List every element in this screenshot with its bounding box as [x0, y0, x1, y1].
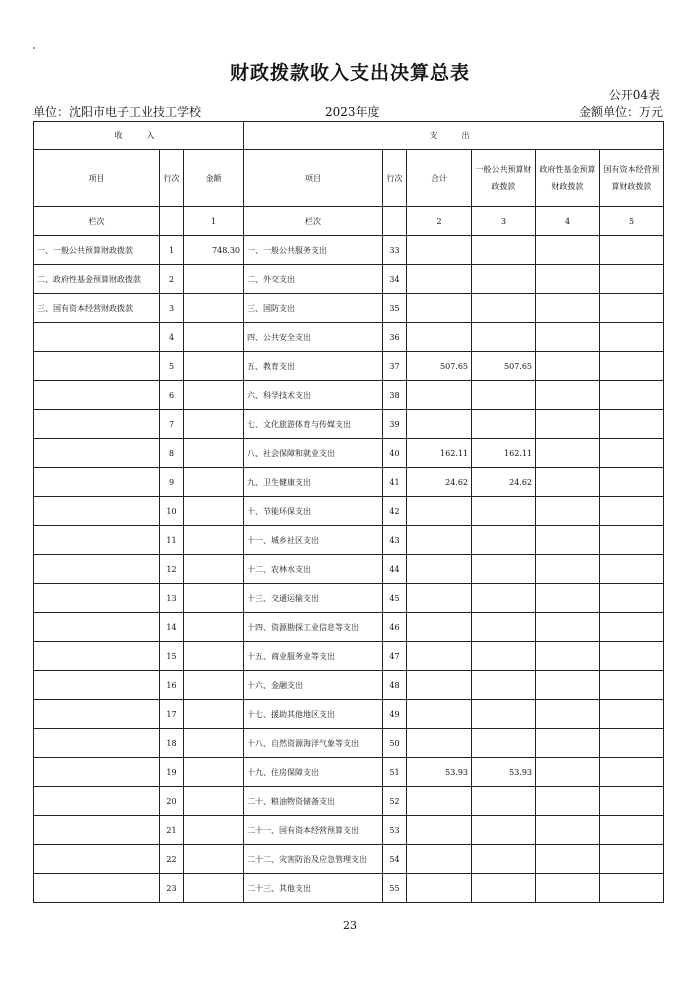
general-budget-cell: [472, 323, 536, 352]
income-line-cell: 1: [160, 236, 184, 265]
income-amount-cell: 748.30: [184, 236, 244, 265]
expense-item-cell: 一、一般公共服务支出: [244, 236, 383, 265]
total-cell: [407, 642, 472, 671]
form-code: 公开04表: [608, 88, 660, 102]
page-number: 23: [343, 919, 357, 932]
income-item-cell: [34, 700, 160, 729]
income-col-label: 栏次: [34, 207, 160, 236]
state-capital-cell: [600, 468, 664, 497]
fund-budget-cell: [536, 584, 600, 613]
expense-item-cell: 十一、城乡社区支出: [244, 526, 383, 555]
general-budget-cell: 53.93: [472, 758, 536, 787]
table-row: [34, 381, 664, 410]
budget-table: [33, 121, 664, 903]
total-cell: [407, 323, 472, 352]
income-amount-cell: [184, 381, 244, 410]
income-col-1: 1: [184, 207, 244, 236]
general-budget-cell: [472, 845, 536, 874]
income-line-cell: 3: [160, 294, 184, 323]
fund-budget-cell: [536, 265, 600, 294]
fund-budget-cell: [536, 555, 600, 584]
expense-item-cell: 六、科学技术支出: [244, 381, 383, 410]
table-row: [34, 468, 664, 497]
table-row: [34, 671, 664, 700]
general-budget-cell: [472, 613, 536, 642]
fund-budget-cell: [536, 439, 600, 468]
table-row: [34, 700, 664, 729]
income-item-cell: [34, 381, 160, 410]
expense-item-cell: 四、公共安全支出: [244, 323, 383, 352]
fund-budget-cell: [536, 613, 600, 642]
expense-item-cell: 十八、自然资源海洋气象等支出: [244, 729, 383, 758]
general-budget-cell: [472, 874, 536, 903]
header-row-1: [34, 122, 664, 150]
expense-line-cell: 52: [383, 787, 407, 816]
general-budget-header: 一般公共预算财政拨款: [472, 150, 536, 207]
fund-budget-cell: [536, 874, 600, 903]
income-line-header: 行次: [160, 150, 184, 207]
expense-item-cell: 十三、交通运输支出: [244, 584, 383, 613]
table-row: [34, 642, 664, 671]
income-item-cell: [34, 497, 160, 526]
income-line-cell: 13: [160, 584, 184, 613]
income-amount-cell: [184, 787, 244, 816]
fund-budget-cell: [536, 294, 600, 323]
total-cell: [407, 816, 472, 845]
total-cell: [407, 874, 472, 903]
expense-item-cell: 八、社会保障和就业支出: [244, 439, 383, 468]
fund-budget-cell: [536, 497, 600, 526]
expense-line-cell: 43: [383, 526, 407, 555]
state-capital-header: 国有资本经营预算财政拨款: [600, 150, 664, 207]
expense-item-cell: 二十、粮油物资储备支出: [244, 787, 383, 816]
income-item-cell: 一、一般公共预算财政拨款: [34, 236, 160, 265]
income-line-cell: 12: [160, 555, 184, 584]
income-item-cell: [34, 642, 160, 671]
table-row: [34, 323, 664, 352]
general-budget-cell: [472, 236, 536, 265]
state-capital-cell: [600, 729, 664, 758]
income-line-cell: 19: [160, 758, 184, 787]
expense-line-cell: 41: [383, 468, 407, 497]
total-cell: [407, 729, 472, 758]
state-capital-cell: [600, 294, 664, 323]
expense-item-cell: 九、卫生健康支出: [244, 468, 383, 497]
income-item-cell: [34, 816, 160, 845]
general-budget-cell: [472, 642, 536, 671]
page-title: 财政拨款收入支出决算总表: [229, 62, 470, 84]
fund-budget-cell: [536, 787, 600, 816]
table-row: [34, 613, 664, 642]
income-amount-cell: [184, 294, 244, 323]
state-capital-cell: [600, 816, 664, 845]
income-amount-cell: [184, 700, 244, 729]
general-budget-cell: [472, 555, 536, 584]
income-line-cell: 17: [160, 700, 184, 729]
state-capital-cell: [600, 497, 664, 526]
state-capital-cell: [600, 787, 664, 816]
income-header: 收 入: [34, 122, 244, 150]
income-item-cell: [34, 758, 160, 787]
general-budget-cell: [472, 265, 536, 294]
year-label: 2023年度: [325, 105, 380, 119]
expense-item-header: 项目: [244, 150, 383, 207]
general-budget-cell: 507.65: [472, 352, 536, 381]
income-item-cell: [34, 352, 160, 381]
fund-budget-cell: [536, 410, 600, 439]
expense-line-cell: 45: [383, 584, 407, 613]
total-cell: [407, 410, 472, 439]
expense-col-label: 栏次: [244, 207, 383, 236]
income-line-cell: 2: [160, 265, 184, 294]
expense-line-cell: 35: [383, 294, 407, 323]
income-item-cell: [34, 439, 160, 468]
expense-item-cell: 二十二、灾害防治及应急管理支出: [244, 845, 383, 874]
general-budget-cell: [472, 497, 536, 526]
total-cell: [407, 787, 472, 816]
table-row: [34, 874, 664, 903]
income-item-cell: [34, 555, 160, 584]
expense-item-cell: 三、国防支出: [244, 294, 383, 323]
expense-line-cell: 54: [383, 845, 407, 874]
general-budget-cell: [472, 410, 536, 439]
income-item-cell: [34, 671, 160, 700]
expense-line-cell: 48: [383, 671, 407, 700]
income-line-cell: 8: [160, 439, 184, 468]
state-capital-cell: [600, 439, 664, 468]
fund-budget-cell: [536, 700, 600, 729]
total-cell: [407, 497, 472, 526]
expense-item-cell: 五、教育支出: [244, 352, 383, 381]
fund-budget-cell: [536, 323, 600, 352]
general-budget-cell: [472, 787, 536, 816]
income-amount-cell: [184, 584, 244, 613]
income-line-cell: 16: [160, 671, 184, 700]
table-row: [34, 294, 664, 323]
income-line-cell: 21: [160, 816, 184, 845]
income-item-cell: [34, 874, 160, 903]
state-capital-cell: [600, 845, 664, 874]
total-header: 合计: [407, 150, 472, 207]
state-capital-cell: [600, 555, 664, 584]
income-amount-cell: [184, 613, 244, 642]
income-line-cell: 22: [160, 845, 184, 874]
income-amount-cell: [184, 758, 244, 787]
expense-header: 支 出: [244, 122, 664, 150]
expense-item-cell: 十、节能环保支出: [244, 497, 383, 526]
expense-line-cell: 40: [383, 439, 407, 468]
general-budget-cell: [472, 816, 536, 845]
table-row: [34, 787, 664, 816]
total-cell: 507.65: [407, 352, 472, 381]
expense-item-cell: 十二、农林水支出: [244, 555, 383, 584]
expense-col-5: 5: [600, 207, 664, 236]
expense-col-3: 3: [472, 207, 536, 236]
state-capital-cell: [600, 352, 664, 381]
income-line-cell: 11: [160, 526, 184, 555]
table-row: [34, 352, 664, 381]
income-amount-cell: [184, 642, 244, 671]
fund-budget-cell: [536, 236, 600, 265]
income-item-cell: [34, 526, 160, 555]
total-cell: [407, 845, 472, 874]
expense-item-cell: 十六、金融支出: [244, 671, 383, 700]
income-amount-cell: [184, 845, 244, 874]
income-amount-cell: [184, 410, 244, 439]
income-item-cell: [34, 613, 160, 642]
table-row: [34, 816, 664, 845]
income-item-cell: [34, 410, 160, 439]
total-cell: [407, 671, 472, 700]
header-row-2: [34, 150, 664, 207]
expense-line-cell: 46: [383, 613, 407, 642]
income-line-cell: 18: [160, 729, 184, 758]
income-amount-cell: [184, 816, 244, 845]
fund-budget-header: 政府性基金预算财政拨款: [536, 150, 600, 207]
state-capital-cell: [600, 700, 664, 729]
expense-line-cell: 38: [383, 381, 407, 410]
income-line-cell: 23: [160, 874, 184, 903]
expense-item-cell: 二十一、国有资本经营预算支出: [244, 816, 383, 845]
state-capital-cell: [600, 874, 664, 903]
expense-line-cell: 36: [383, 323, 407, 352]
fund-budget-cell: [536, 352, 600, 381]
income-amount-cell: [184, 468, 244, 497]
income-item-cell: [34, 584, 160, 613]
table-row: [34, 410, 664, 439]
income-amount-header: 金额: [184, 150, 244, 207]
income-amount-cell: [184, 874, 244, 903]
expense-line-cell: 42: [383, 497, 407, 526]
income-line-cell: 5: [160, 352, 184, 381]
expense-line-cell: 53: [383, 816, 407, 845]
table-row: [34, 845, 664, 874]
income-amount-cell: [184, 352, 244, 381]
income-line-cell: 9: [160, 468, 184, 497]
income-item-cell: 二、政府性基金预算财政拨款: [34, 265, 160, 294]
total-cell: [407, 236, 472, 265]
expense-col-blank: [383, 207, 407, 236]
state-capital-cell: [600, 265, 664, 294]
income-amount-cell: [184, 729, 244, 758]
state-capital-cell: [600, 758, 664, 787]
state-capital-cell: [600, 642, 664, 671]
table-row: [34, 265, 664, 294]
expense-line-cell: 33: [383, 236, 407, 265]
income-item-header: 项目: [34, 150, 160, 207]
fund-budget-cell: [536, 845, 600, 874]
total-cell: [407, 381, 472, 410]
unit-label: 单位：沈阳市电子工业技工学校: [33, 105, 202, 119]
table-row: [34, 555, 664, 584]
income-item-cell: [34, 729, 160, 758]
income-line-cell: 20: [160, 787, 184, 816]
money-unit-label: 金额单位：万元: [578, 105, 663, 119]
total-cell: [407, 613, 472, 642]
fund-budget-cell: [536, 526, 600, 555]
income-amount-cell: [184, 555, 244, 584]
total-cell: 24.62: [407, 468, 472, 497]
expense-line-cell: 51: [383, 758, 407, 787]
income-line-cell: 10: [160, 497, 184, 526]
general-budget-cell: [472, 671, 536, 700]
state-capital-cell: [600, 381, 664, 410]
fund-budget-cell: [536, 642, 600, 671]
expense-line-cell: 39: [383, 410, 407, 439]
table-row: [34, 236, 664, 265]
fund-budget-cell: [536, 729, 600, 758]
expense-line-header: 行次: [383, 150, 407, 207]
state-capital-cell: [600, 410, 664, 439]
expense-line-cell: 47: [383, 642, 407, 671]
income-item-cell: [34, 468, 160, 497]
total-cell: [407, 555, 472, 584]
general-budget-cell: 162.11: [472, 439, 536, 468]
income-col-blank: [160, 207, 184, 236]
expense-line-cell: 34: [383, 265, 407, 294]
expense-line-cell: 37: [383, 352, 407, 381]
expense-item-cell: 十五、商业服务业等支出: [244, 642, 383, 671]
total-cell: 53.93: [407, 758, 472, 787]
income-item-cell: [34, 845, 160, 874]
income-item-cell: [34, 787, 160, 816]
expense-item-cell: 七、文化旅游体育与传媒支出: [244, 410, 383, 439]
state-capital-cell: [600, 584, 664, 613]
expense-line-cell: 44: [383, 555, 407, 584]
total-cell: [407, 584, 472, 613]
income-line-cell: 7: [160, 410, 184, 439]
income-line-cell: 14: [160, 613, 184, 642]
scan-dot: [33, 47, 35, 49]
income-amount-cell: [184, 497, 244, 526]
table-row: [34, 497, 664, 526]
total-cell: [407, 294, 472, 323]
fund-budget-cell: [536, 468, 600, 497]
income-line-cell: 4: [160, 323, 184, 352]
meta-row: [33, 103, 663, 119]
state-capital-cell: [600, 613, 664, 642]
expense-item-cell: 二十三、其他支出: [244, 874, 383, 903]
income-item-cell: [34, 323, 160, 352]
total-cell: [407, 526, 472, 555]
income-amount-cell: [184, 526, 244, 555]
income-amount-cell: [184, 323, 244, 352]
state-capital-cell: [600, 671, 664, 700]
general-budget-cell: [472, 381, 536, 410]
expense-item-cell: 十七、援助其他地区支出: [244, 700, 383, 729]
header-row-3: [34, 207, 664, 236]
fund-budget-cell: [536, 381, 600, 410]
fund-budget-cell: [536, 671, 600, 700]
fund-budget-cell: [536, 758, 600, 787]
general-budget-cell: [472, 729, 536, 758]
general-budget-cell: [472, 584, 536, 613]
total-cell: 162.11: [407, 439, 472, 468]
table-row: [34, 729, 664, 758]
general-budget-cell: [472, 700, 536, 729]
state-capital-cell: [600, 236, 664, 265]
state-capital-cell: [600, 323, 664, 352]
expense-line-cell: 55: [383, 874, 407, 903]
expense-item-cell: 十九、住房保障支出: [244, 758, 383, 787]
income-amount-cell: [184, 671, 244, 700]
income-line-cell: 15: [160, 642, 184, 671]
income-item-cell: 三、国有资本经营财政拨款: [34, 294, 160, 323]
total-cell: [407, 700, 472, 729]
state-capital-cell: [600, 526, 664, 555]
table-row: [34, 758, 664, 787]
income-amount-cell: [184, 265, 244, 294]
expense-col-2: 2: [407, 207, 472, 236]
expense-item-cell: 十四、资源勘探工业信息等支出: [244, 613, 383, 642]
general-budget-cell: 24.62: [472, 468, 536, 497]
expense-item-cell: 二、外交支出: [244, 265, 383, 294]
expense-line-cell: 49: [383, 700, 407, 729]
general-budget-cell: [472, 294, 536, 323]
total-cell: [407, 265, 472, 294]
income-amount-cell: [184, 439, 244, 468]
fund-budget-cell: [536, 816, 600, 845]
expense-col-4: 4: [536, 207, 600, 236]
table-row: [34, 526, 664, 555]
table-row: [34, 439, 664, 468]
income-line-cell: 6: [160, 381, 184, 410]
table-row: [34, 584, 664, 613]
expense-line-cell: 50: [383, 729, 407, 758]
general-budget-cell: [472, 526, 536, 555]
